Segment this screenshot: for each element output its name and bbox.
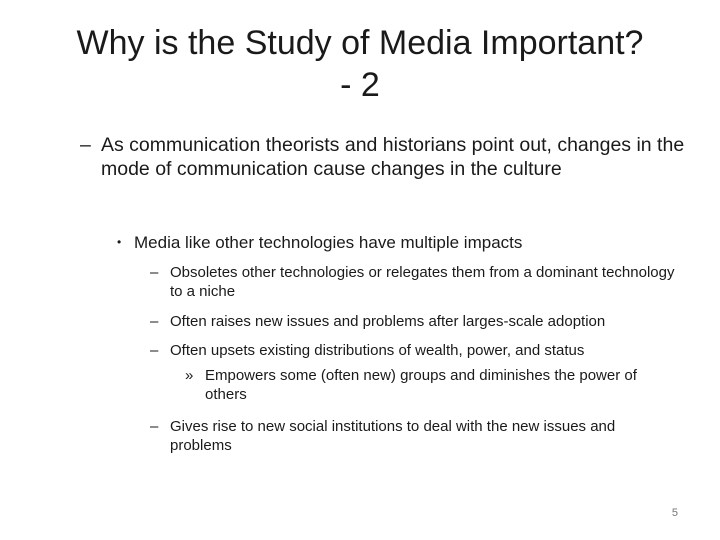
dash-bullet-marker: – [150,342,159,359]
dash-bullet-marker: – [150,418,159,435]
dot-bullet-marker: • [117,235,122,249]
bullet-level3-upsets-distributions [150,341,680,360]
bullet-level3-social-institutions [150,417,680,455]
bullet-level1-text: As communication theorists and historians point out, changes in the mode of communication cause changes in the culture [101,134,685,180]
dash-bullet-marker: – [150,313,159,330]
slide-title-line-2: - 2 [340,66,380,104]
page-number: 5 [671,507,678,519]
bullet-level3-text: Obsoletes other technologies or relegates them from a dominant technology to a niche [170,264,675,300]
bullet-level2-text: Media like other technologies have multiple impacts [134,233,523,252]
bullet-level3-obsoletes [150,263,680,301]
slide-title [0,22,720,106]
slide-title-line-1: Why is the Study of Media Important? [76,24,644,62]
bullet-level2 [115,232,695,253]
bullet-level3-text: Often raises new issues and problems after larges-scale adoption [170,313,606,330]
bullet-level4-text: Empowers some (often new) groups and diminishes the power of others [205,367,637,403]
bullet-level1 [80,133,692,181]
bullet-level3-new-issues [150,312,680,331]
bullet-level4-empowers [185,366,665,404]
chevron-bullet-marker: » [185,367,194,384]
dash-bullet-marker: – [80,134,91,156]
bullet-level3-text: Often upsets existing distributions of wealth, power, and status [170,342,585,359]
bullet-level3-text: Gives rise to new social institutions to deal with the new issues and problems [170,418,616,454]
dash-bullet-marker: – [150,264,159,281]
